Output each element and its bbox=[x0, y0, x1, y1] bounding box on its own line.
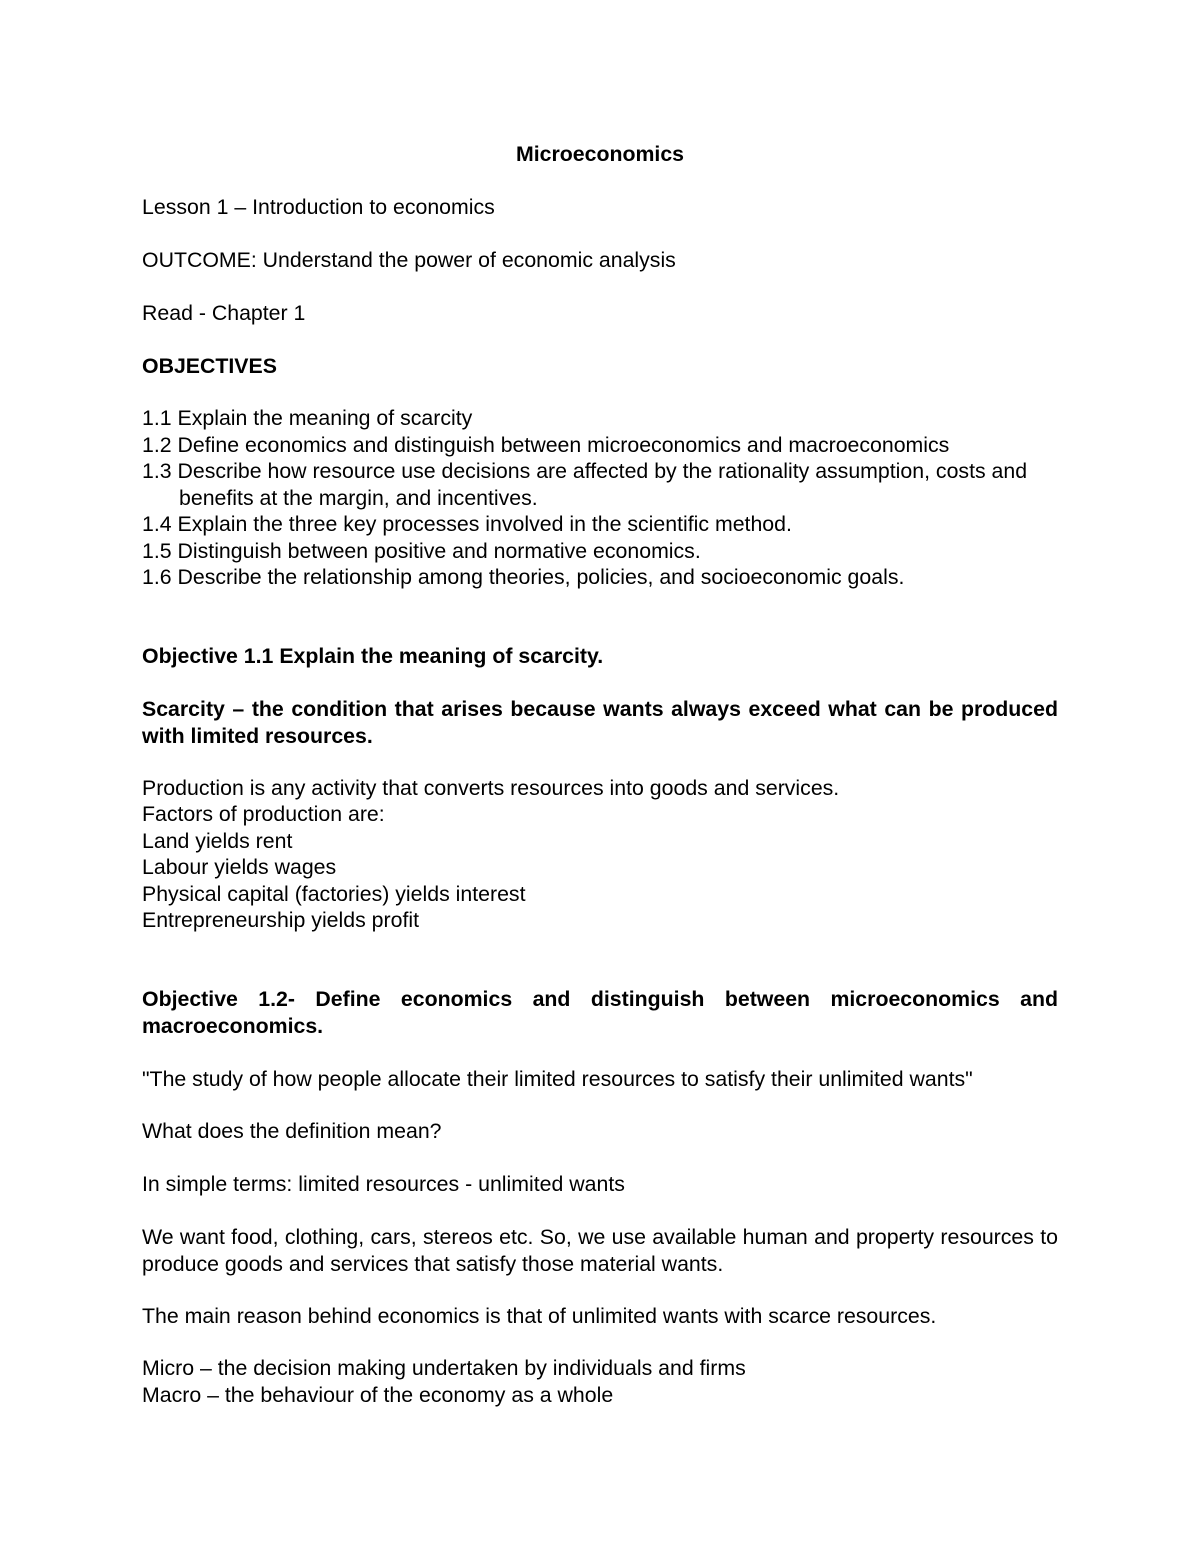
outcome-line: OUTCOME: Understand the power of economic analysis bbox=[142, 248, 676, 272]
lesson-line: Lesson 1 – Introduction to economics bbox=[142, 195, 495, 219]
objective-item: 1.3 Describe how resource use decisions are affected by the rationality assumption, costs and benefits at the margin, and incentives. bbox=[142, 459, 1028, 510]
simple-terms-line: In simple terms: limited resources - unlimited wants bbox=[142, 1172, 625, 1196]
factor-labour: Labour yields wages bbox=[142, 855, 337, 879]
micro-definition: Micro – the decision making undertaken by individuals and firms bbox=[142, 1356, 746, 1380]
factor-entrepreneurship: Entrepreneurship yields profit bbox=[142, 908, 420, 932]
objective-item: 1.1 Explain the meaning of scarcity bbox=[142, 406, 473, 430]
factor-capital: Physical capital (factories) yields interest bbox=[142, 882, 526, 906]
objective-item: 1.6 Describe the relationship among theories, policies, and socioeconomic goals. bbox=[142, 565, 905, 589]
objective-item: 1.2 Define economics and distinguish between microeconomics and macroeconomics bbox=[142, 432, 950, 457]
wants-paragraph: We want food, clothing, cars, stereos etc. So, we use available human and property resources to produce goods and services that satisfy those material wants. bbox=[142, 1225, 1058, 1276]
factor-land: Land yields rent bbox=[142, 829, 293, 853]
definition-question: What does the definition mean? bbox=[142, 1119, 442, 1143]
objectives-heading: OBJECTIVES bbox=[142, 354, 277, 378]
objective-item: 1.4 Explain the three key processes involved in the scientific method. bbox=[142, 512, 792, 536]
section-heading-1-1: Objective 1.1 Explain the meaning of scarcity. bbox=[142, 644, 604, 668]
macro-definition: Macro – the behaviour of the economy as a whole bbox=[142, 1383, 614, 1407]
document-title: Microeconomics bbox=[515, 142, 685, 166]
objectives-list bbox=[142, 405, 1072, 591]
reading-line: Read - Chapter 1 bbox=[142, 301, 306, 325]
objective-item: 1.5 Distinguish between positive and normative economics. bbox=[142, 538, 701, 563]
production-line: Production is any activity that converts resources into goods and services. bbox=[142, 776, 840, 800]
main-reason-line: The main reason behind economics is that of unlimited wants with scarce resources. bbox=[142, 1304, 937, 1328]
economics-definition-quote: "The study of how people allocate their limited resources to satisfy their unlimited wants" bbox=[142, 1067, 973, 1091]
factors-line: Factors of production are: bbox=[142, 802, 385, 826]
section-heading-1-2: Objective 1.2- Define economics and distinguish between microeconomics and macroeconomics. bbox=[142, 987, 1058, 1038]
scarcity-definition: Scarcity – the condition that arises because wants always exceed what can be produced with limited resources. bbox=[142, 697, 1058, 748]
